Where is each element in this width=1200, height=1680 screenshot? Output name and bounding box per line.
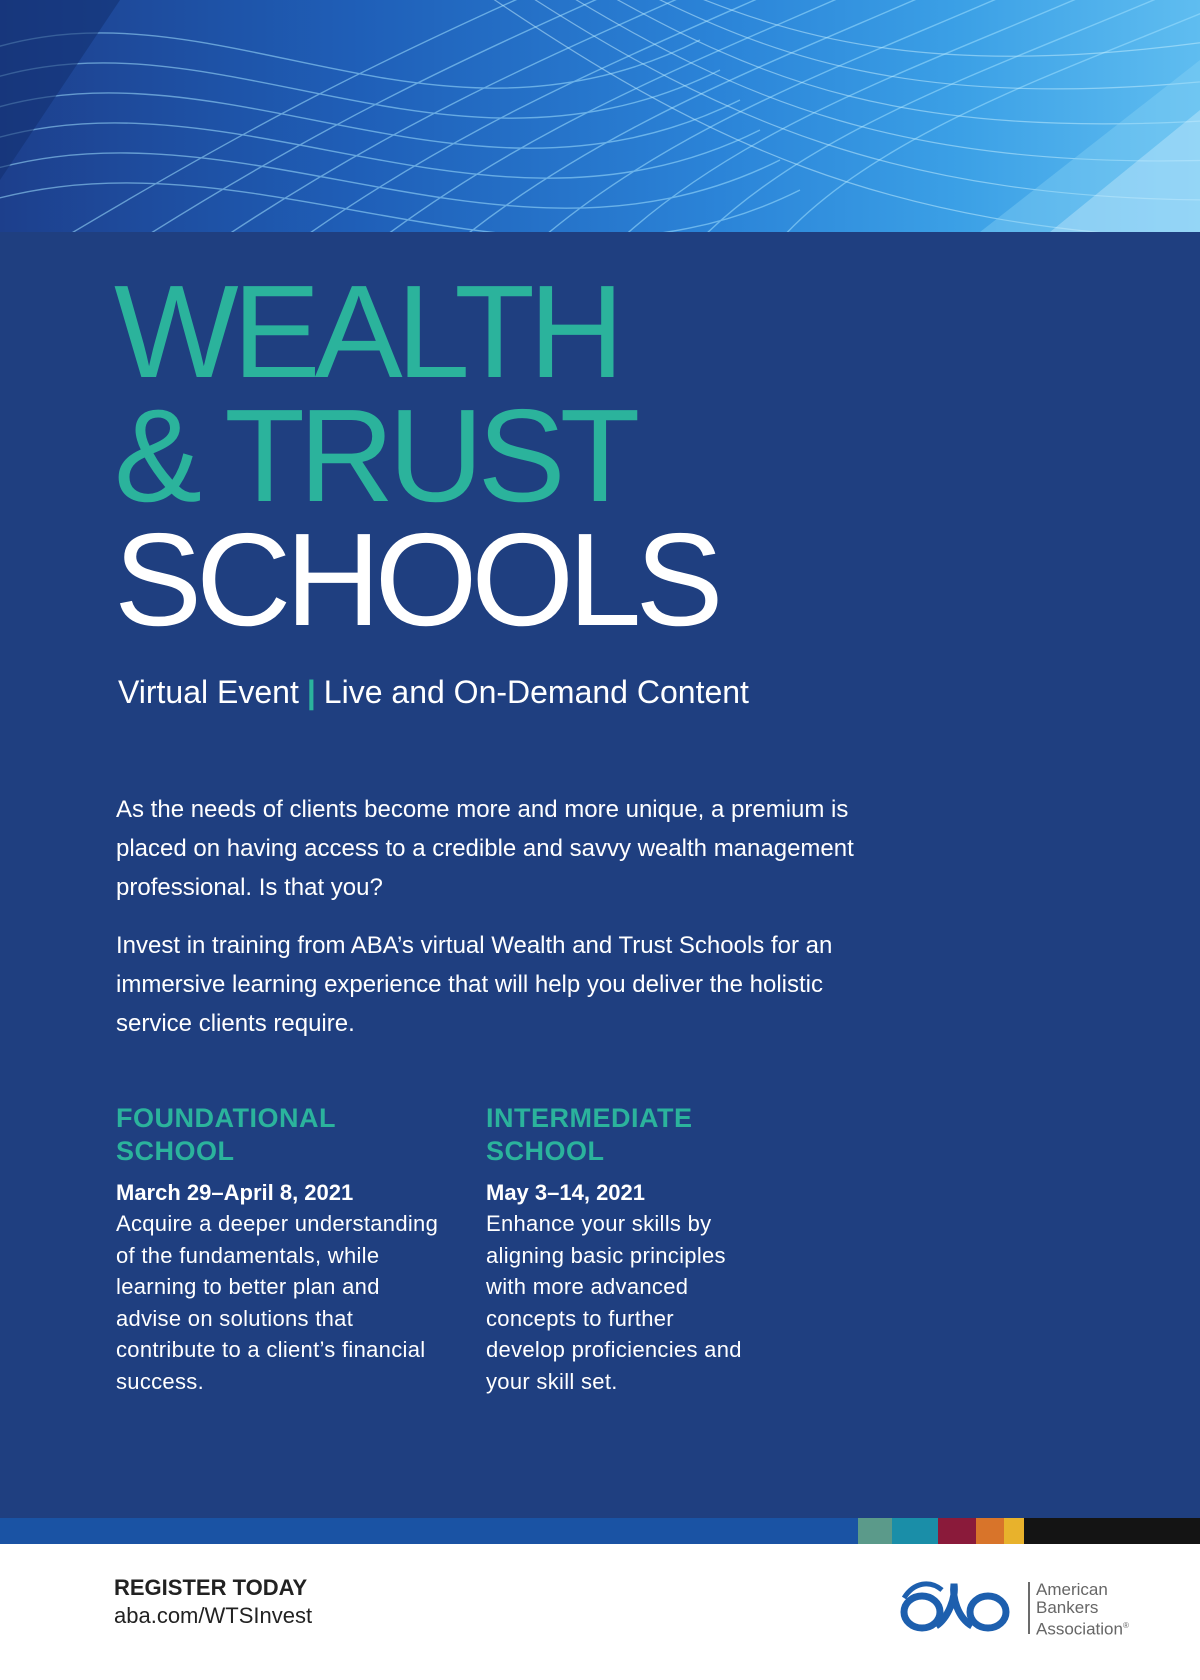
color-swatch-orange — [976, 1518, 1004, 1544]
logo-text-line2: Bankers — [1036, 1598, 1099, 1617]
hero-mesh-graphic — [0, 0, 1200, 232]
page-title — [114, 258, 718, 653]
hero-banner — [0, 0, 1200, 232]
logo-text-line3 — [1036, 1617, 1129, 1639]
title-line-wealth: WEALTH — [114, 258, 619, 405]
school-intermediate — [486, 1102, 756, 1397]
school-dates: March 29–April 8, 2021 — [116, 1180, 354, 1205]
school-dates: May 3–14, 2021 — [486, 1180, 646, 1205]
subtitle — [118, 674, 749, 711]
color-swatch-teal — [892, 1518, 938, 1544]
intro-paragraph-2: Invest in training from ABA’s virtual Wealth and Trust Schools for an immersive learning experience that will help you deliver the holistic service clients require. — [116, 932, 833, 1037]
school-description: Enhance your skills by aligning basic principles with more advanced concepts to further develop proficiencies and your skill set. — [486, 1211, 742, 1394]
school-heading — [116, 1102, 446, 1168]
logo-text-association: Association — [1036, 1619, 1123, 1639]
color-swatch-gold — [1004, 1518, 1024, 1544]
school-heading-line2: SCHOOL — [486, 1136, 605, 1166]
school-foundational — [116, 1102, 446, 1397]
school-heading — [486, 1102, 756, 1168]
color-swatch-burgundy — [938, 1518, 976, 1544]
subtitle-separator: | — [306, 674, 316, 710]
intro-paragraph-1: As the needs of clients become more and more unique, a premium is placed on having access to a credible and savvy wealth management professional. Is that you? — [116, 796, 854, 901]
register-cta — [114, 1574, 312, 1630]
school-heading-line2: SCHOOL — [116, 1136, 235, 1166]
registered-mark: ® — [1122, 1621, 1129, 1630]
register-link[interactable]: aba.com/WTSInvest — [114, 1603, 313, 1628]
title-line-trust: & TRUST — [114, 382, 635, 529]
school-heading-line1: FOUNDATIONAL — [116, 1103, 336, 1133]
logo-divider — [1028, 1582, 1030, 1634]
color-swatch-black — [1024, 1518, 1200, 1544]
subtitle-content-type: Live and On-Demand Content — [323, 674, 749, 710]
logo-text-line1: American — [1036, 1580, 1108, 1599]
aba-logo-icon — [896, 1578, 1014, 1634]
register-heading: REGISTER TODAY — [114, 1575, 308, 1600]
aba-logo — [896, 1578, 1146, 1638]
logo-wordmark — [1036, 1581, 1129, 1639]
school-description: Acquire a deeper understanding of the fundamentals, while learning to better plan and advise on solutions that contribute to a client’s financial success. — [116, 1211, 439, 1394]
color-stripe-main — [0, 1518, 858, 1544]
color-swatch-sage — [858, 1518, 892, 1544]
subtitle-event-type: Virtual Event — [118, 674, 299, 710]
school-heading-line1: INTERMEDIATE — [486, 1103, 693, 1133]
title-line-schools: SCHOOLS — [114, 506, 718, 653]
